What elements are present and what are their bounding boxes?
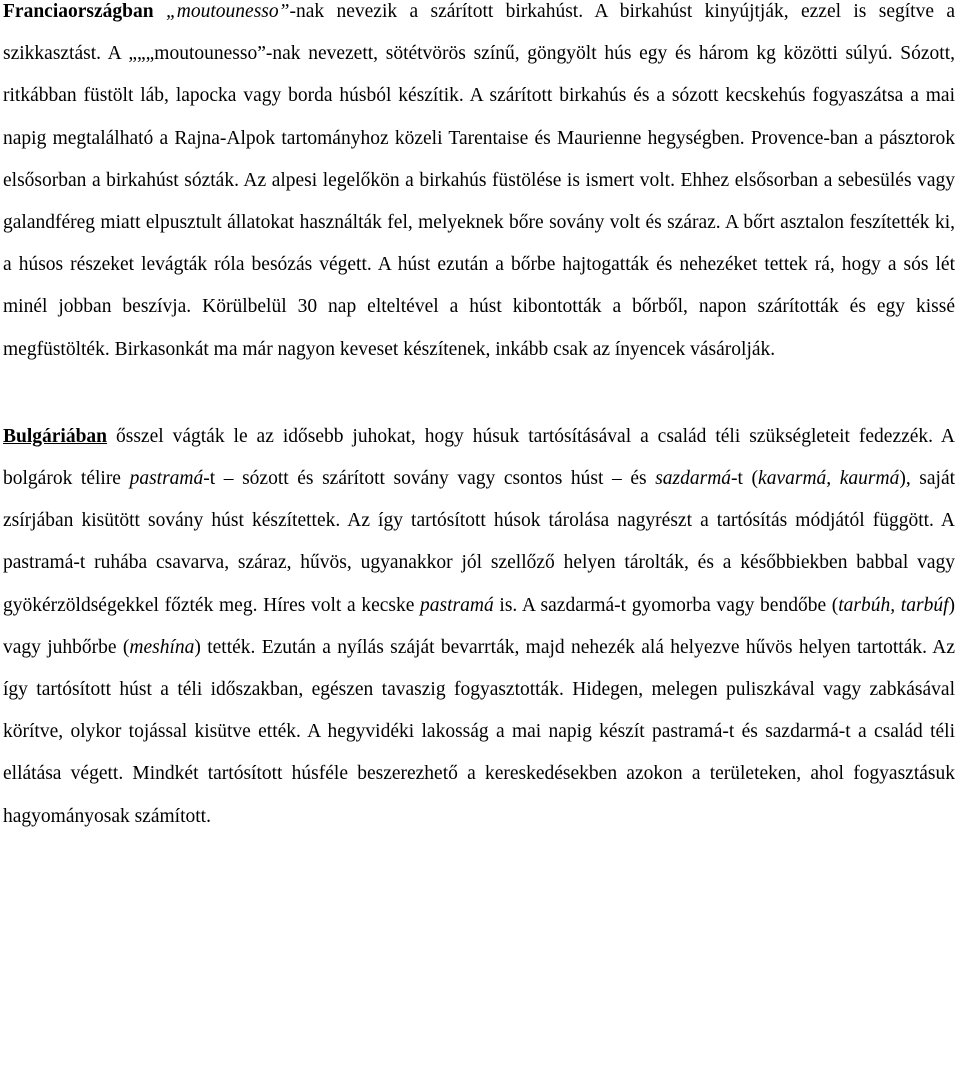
paragraph-text: is. A sazdarmá-t gyomorba vagy bendőbe ( bbox=[493, 594, 839, 616]
paragraph-text: ) tették. Ezután a nyílás száját bevarrták, majd nehezék alá helyezve hűvös helyen tartották. Az így tartósított húst a téli időszakban, egészen tavaszig fogyasztották. Hidegen, melegen puliszkával vagy zabkásával körítve, olykor tojással kisütve ették. A hegyvidéki lakosság a mai napig készít pastramá-t és sazdarmá-t a család téli ellátása végett. Mindkét tartósított húsféle beszerezhető a kereskedésekben azokon a területeken, ahol fogyasztásuk hagyományosak számított. bbox=[3, 636, 955, 827]
paragraph-text: -t – sózott és szárított sovány vagy csontos húst – és bbox=[203, 468, 656, 490]
paragraph-text: ősszel vágták le az idősebb juhokat, hogy húsuk tartósításával a család téli szükségleteit fedezzék. A bolgárok télire bbox=[3, 425, 955, 490]
paragraph-text: ) vagy juhbőrbe ( bbox=[3, 594, 955, 658]
paragraph-france bbox=[3, 0, 955, 371]
italic-term-sazdarma: sazdarmá bbox=[655, 468, 732, 490]
italic-term-moutounesso: „moutounesso” bbox=[165, 1, 290, 22]
paragraph-text: ), saját zsírjában kisütött sovány húst készítettek. Az így tartósított húsok tárolása nagyrészt a tartósítás módjától függött. A pastramá-t ruhába csavarva, száraz, hűvös, ugyanakkor jól szellőző helyen tárolták, és a későbbiekben babbal vagy gyökérzöldségekkel főzték meg. Híres volt a kecske bbox=[3, 468, 956, 616]
italic-term-kavarma: kavarmá, kaurmá bbox=[758, 468, 900, 490]
italic-term-tarbuh: tarbúh, tarbúf bbox=[838, 594, 949, 616]
paragraph-text: -nak nevezik a szárított birkahúst. A birkahúst kinyújtják, ezzel is segítve a szikkasztást. A „„„moutounesso”-nak nevezett, sötétvörös színű, göngyölt hús egy és három kg közötti súlyú. Sózott, ritkábban füstölt láb, lapocka vagy borda húsból készítik. A szárított birkahús és a sózott kecskehús fogyaszátsa a mai napig megtalálható a Rajna-Alpok tartományhoz közeli Tarentaise és Maurienne hegységben. Provence-ban a pásztorok elsősorban a birkahúst sózták. Az alpesi legelőkön a birkahús füstölése is ismert volt. Ehhez elsősorban a sebesülés vagy galandféreg miatt elpusztult állatokat használták fel, melyeknek bőre sovány volt és száraz. A bőrt asztalon feszítették ki, a húsos részeket levágták róla besózás végett. A húst ezután a bőrbe hajtogatták és nehezéket tettek rá, hogy a sós lét minél jobban beszívja. Körülbelül 30 nap elteltével a húst kibontották a bőrből, napon szárították és egy kissé megfüstölték. Birkasonkát ma már nagyon keveset készítenek, inkább csak az ínyencek vásárolják. bbox=[3, 1, 955, 360]
document-page bbox=[3, 0, 955, 838]
italic-term-pastrama: pastramá bbox=[129, 468, 204, 490]
italic-term-pastrama: pastramá bbox=[420, 594, 494, 616]
paragraph-text: -t ( bbox=[731, 468, 759, 490]
paragraph-bulgaria bbox=[3, 416, 955, 838]
italic-term-meshina: meshína bbox=[129, 636, 195, 658]
heading-word-france: Franciaországban bbox=[3, 1, 166, 22]
heading-word-bulgaria: Bulgáriában bbox=[3, 425, 108, 447]
